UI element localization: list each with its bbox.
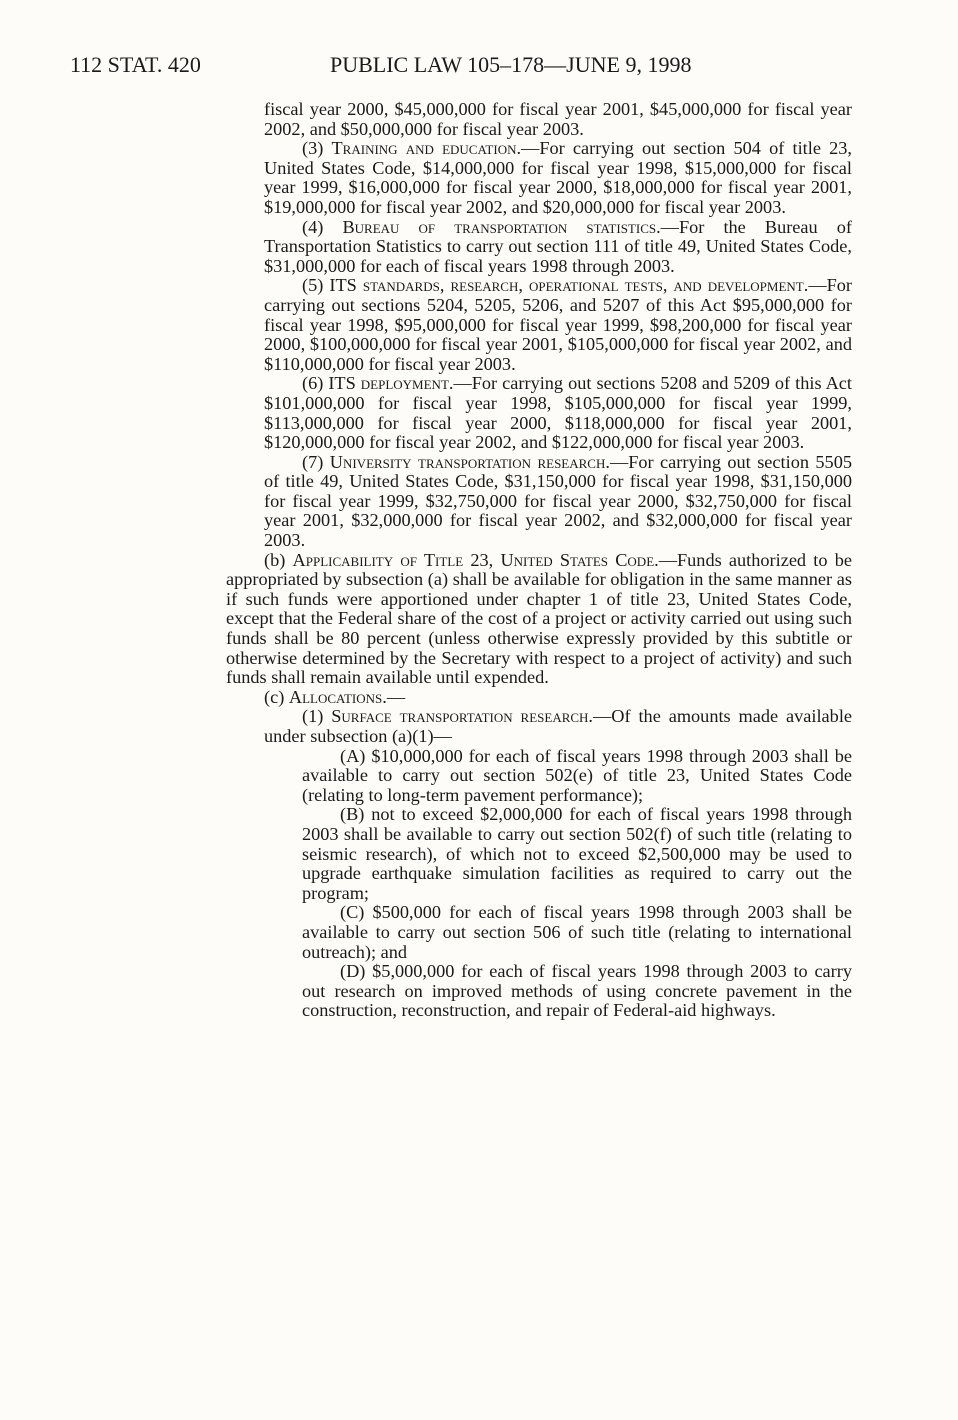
- paragraph-number: (5): [302, 275, 324, 296]
- subparagraph-letter: (D): [340, 961, 366, 982]
- paragraph-heading: Allocations.: [288, 686, 387, 707]
- paragraph-text: —For the Bureau of Transportation Statistics to carry out section 111 of title 49, United States Code, $31,000,000 for each of fiscal years 1998 through 2003.: [264, 216, 852, 276]
- subparagraph-c1a: [302, 747, 852, 806]
- subparagraph-text: $10,000,000 for each of fiscal years 1998 through 2003 shall be available to carry out section 502(e) of title 23, United States Code (relating to long-term pavement performance);: [302, 745, 852, 805]
- paragraph-number: (4): [302, 216, 324, 237]
- paragraph-text: —For carrying out section 5505 of title 49, United States Code, $31,150,000 for fiscal year 1998, $31,150,000 for fiscal year 1999, $32,750,000 for fiscal year 2000, $32,750,000 for fiscal year 2001, $32,000,000 for fiscal year 2002, and $32,000,000 for fiscal year 2003.: [264, 451, 852, 551]
- subparagraph-letter: (A): [340, 745, 366, 766]
- paragraph-number: (1): [302, 706, 324, 727]
- paragraph-number: (c): [264, 686, 285, 707]
- paragraph-heading: University transportation research.: [329, 451, 610, 472]
- paragraph-a6: [264, 374, 852, 452]
- paragraph-text: —Funds authorized to be appropriated by subsection (a) shall be available for obligation in the same manner as if such funds were apportioned under chapter 1 of title 23, United States Code, except that the Federal share of the cost of a project or activity carried out using such funds shall be 80 percent (unless otherwise expressly provided by this subtitle or otherwise determined by the Secretary with respect to a project of activity) and such funds shall remain available until expended.: [226, 549, 852, 688]
- paragraph-a4: [264, 218, 852, 277]
- subparagraph-text: $500,000 for each of fiscal years 1998 through 2003 shall be available to carry out section 506 of such title (relating to international outreach); and: [302, 902, 852, 962]
- paragraph-number: (6): [302, 373, 324, 394]
- paragraph-text: —: [386, 686, 406, 707]
- subparagraph-text: not to exceed $2,000,000 for each of fiscal years 1998 through 2003 shall be available to carry out section 502(f) of such title (relating to seismic research), of which not to exceed $2,500,000 may be used to upgrade earthquake simulation facilities as required to carry out the program;: [302, 804, 852, 903]
- public-law-title: PUBLIC LAW 105–178—JUNE 9, 1998: [330, 52, 692, 77]
- subparagraph-letter: (C): [340, 902, 365, 923]
- paragraph-heading-prefix: ITS: [329, 275, 357, 296]
- paragraph-c: [226, 688, 852, 708]
- paragraph-heading: Applicability of Title 23, United States Code.: [292, 549, 659, 570]
- paragraph-heading: deployment.: [360, 373, 454, 394]
- paragraph-b: [226, 551, 852, 688]
- paragraph-a7: [264, 453, 852, 551]
- paragraph-heading: standards, research, operational tests, and development.: [362, 275, 809, 296]
- statute-page-number: 112 STAT. 420: [70, 52, 201, 77]
- paragraph-number: (3): [302, 138, 324, 159]
- subparagraph-c1d: [302, 962, 852, 1021]
- subparagraph-text: $5,000,000 for each of fiscal years 1998 through 2003 to carry out research on improved methods of using concrete pavement in the construction, reconstruction, and repair of Federal-aid highways.: [302, 961, 852, 1021]
- paragraph-heading: Bureau of transportation statistics.: [342, 216, 661, 237]
- paragraph-c1: [264, 707, 852, 746]
- paragraph-text: —Of the amounts made available under subsection (a)(1)—: [264, 706, 853, 746]
- paragraph-number: (b): [264, 549, 286, 570]
- paragraph-heading-prefix: ITS: [328, 373, 356, 394]
- subparagraph-c1b: [302, 805, 852, 903]
- paragraph-a5: [264, 276, 852, 374]
- paragraph-heading: Training and education.: [331, 138, 522, 159]
- paragraph-text: —For carrying out section 504 of title 23, United States Code, $14,000,000 for fiscal year 1998, $15,000,000 for fiscal year 1999, $16,000,000 for fiscal year 2000, $18,000,000 for fiscal year 2001, $19,000,000 for fiscal year 2002, and $20,000,000 for fiscal year 2003.: [264, 138, 852, 217]
- paragraph-a3: [264, 139, 852, 217]
- paragraph-text: —For carrying out sections 5208 and 5209 of this Act $101,000,000 for fiscal year 1998, $105,000,000 for fiscal year 1999, $113,000,000 for fiscal year 2000, $118,000,000 for fiscal year 2001, $120,000,000 for fiscal year 2002, and $122,000,000 for fiscal year 2003.: [264, 373, 852, 453]
- running-header: [0, 52, 958, 82]
- paragraph-number: (7): [302, 451, 324, 472]
- paragraph-text: —For carrying out sections 5204, 5205, 5206, and 5207 of this Act $95,000,000 for fiscal year 1998, $95,000,000 for fiscal year 1999, $98,200,000 for fiscal year 2000, $100,000,000 for fiscal year 2001, $105,000,000 for fiscal year 2002, and $110,000,000 for fiscal year 2003.: [264, 275, 853, 374]
- subparagraph-letter: (B): [340, 804, 365, 825]
- subparagraph-c1c: [302, 903, 852, 962]
- document-body: [226, 100, 852, 1021]
- paragraph-continuation: fiscal year 2000, $45,000,000 for fiscal year 2001, $45,000,000 for fiscal year 2002, and $50,000,000 for fiscal year 2003.: [264, 99, 852, 139]
- paragraph-heading: Surface transportation research.: [331, 706, 594, 727]
